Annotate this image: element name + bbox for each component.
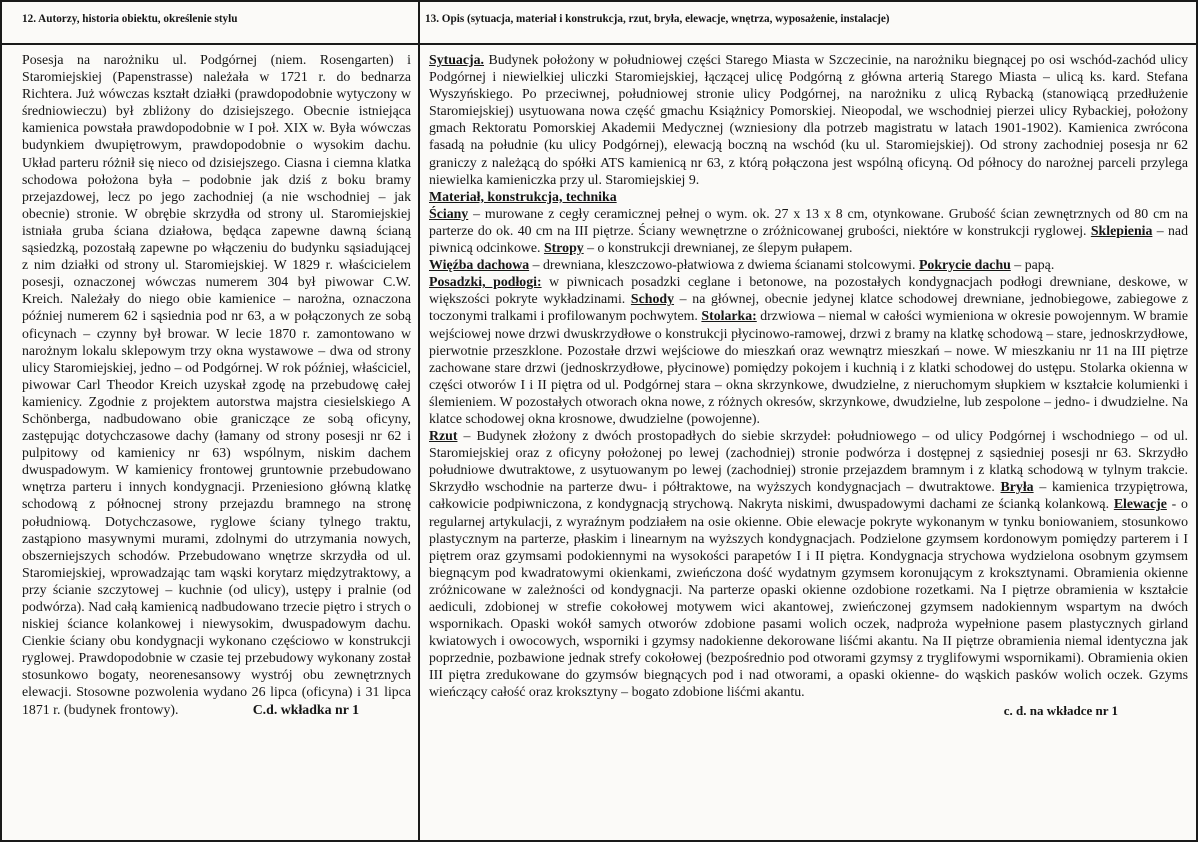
history-column xyxy=(22,51,411,718)
floors-label: Posadzki, podłogi: xyxy=(429,274,542,290)
situation-paragraph xyxy=(429,51,1188,188)
section-12-header: 12. Autorzy, historia obiektu, określenie stylu xyxy=(22,13,238,25)
vaults-label: Sklepienia xyxy=(1090,222,1153,238)
material-section-heading: Materiał, konstrukcja, technika xyxy=(429,188,617,204)
roof-covering-label: Pokrycie dachu xyxy=(918,257,1011,273)
situation-label: Sytuacja. xyxy=(429,52,484,67)
walls-label: Ściany xyxy=(429,205,469,221)
section-13-header: 13. Opis (sytuacja, materiał i konstrukcja, rzut, bryła, elewacje, wnętrza, wyposażenie, instalacje) xyxy=(425,13,890,25)
situation-text: Budynek położony w południowej części Starego Miasta w Szczecinie, na narożniku biegnącej po osi wschód-zachód ulicy Podgórnej i niewielkiej uliczki Staromiejskiej, łączącej ulicę Podgórną z główna arterią Starego Miasta – ulicą ks. kard. Stefana Wyszyńskiego. Po przeciwnej, południowej stronie ulicy Podgórnej, na narożniku z ulicą Rybacką (stanowiącą przedłużenie Staromiejskiej) usytuowana nowa część gmachu Książnicy Pomorskiej. Nieopodal, we wschodniej pierzei ulicy Rybackiej, położony gmach Rektoratu Pomorskiej Akademii Medycznej (wzniesiony dla potrzeb magistratu w latach 1901-1902). Kamienica zwrócona fasadą na południe (ku ulicy Podgórnej), elewacją boczną na wschód (ku ul. Staromiejskiej). Od strony zachodniej posesja nr 62 graniczy z należącą do spółki ATS kamienicą nr 63, z którą połączona jest wspólną oficyną. Od północy do narożnej parceli przylega niewielka kamieniczka przy ul. Staromiejskiej 9. xyxy=(429,52,1188,187)
column-divider xyxy=(418,0,420,840)
stairs-label: Schody xyxy=(630,291,675,307)
stairs-text: – na głównej, obecnie jedynej klatce schodowej drewniane, jednobiegowe, zabiegowe z toczonymi tralkami i profilowanym pochwytem. xyxy=(429,291,1188,324)
floors-paragraph xyxy=(429,273,1188,427)
walls-paragraph xyxy=(429,205,1188,256)
vaults-text: – nad piwnicą odcinkowe. xyxy=(429,222,1188,256)
ceilings-text: – o konstrukcji drewnianej, ze ślepym pułapem. xyxy=(583,240,853,256)
massing-text: – kamienica trzypiętrowa, całkowicie podpiwniczona, z kondygnacją strychową. Nakryta niskimi, dwuspadowymi dachami ze ścianką kolankową. xyxy=(429,479,1188,512)
walls-text: – murowane z cegły ceramicznej pełnej o wym. ok. 27 x 13 x 8 cm, otynkowane. Grubość ścian zewnętrznych od 80 cm na parterze do ok. 40 cm na III piętrze. Ściany wewnętrzne o zróżnicowanej grubości, niektóre w konstrukcji ryglowej. xyxy=(429,205,1188,238)
history-text: Posesja na narożniku ul. Podgórnej (niem. Rosengarten) i Staromiejskiej (Papenstrasse) należała w 1721 r. do bednarza Richtera. Już wówczas kształt działki (prawdopodobnie wytyczony w średniowieczu) był zbliżony do dzisiejszego. Obecnie istniejąca kamienica powstała prawdopodobnie w I poł. XIX w. Była wówczas budynkiem dwupiętrowym, prawdopodobnie o wysokim dachu. Układ parteru różnił się nieco od dzisiejszego. Ciasna i ciemna klatka schodowa położona była – podobnie jak dziś z boku bramy przejazdowej, lecz po jego zachodniej (a nie wschodniej – jak obecnie) stronie. W obrębie skrzydła od strony ul. Staromiejskiej istniała gruba ściana działowa, będąca zapewne dawną ścianą sąsiedzką, pozostałą zapewne po włączeniu do budynku sąsiadującej z nim działki od strony ul. Staromiejskiej. W 1829 r. właścicielem posesji, oznaczonej wówczas numerem 304 był piwowar C.W. Kreich. Należały do niego obie kamienice – narożna, oznaczona później numerem 62 i sąsiednia pod nr 63, a w połączonych ze sobą oficynach – czynny był browar. W lecie 1870 r. zamontowano w narożnym lokalu sklepowym trzy okna wystawowe – dwa od strony ulicy Staromiejskiej, jedno – od Podgórnej. W rok później, właściciel, piwowar Carl Theodor Kreich uzyskał zgodę na przebudowę całej kamienicy. Zgodnie z projektem autorstwa majstra ciesielskiego A Schönberga, nadbudowano obie graniczące ze sobą oficyny, zastępując dotychczasowe dachy (łamany od strony posesji nr 62 i pulpitowy od kamienicy nr 63) wspólnym, niskim dachem dwuspadowym. W kamienicy frontowej gruntownie przebudowano wnętrza parteru i innych kondygnacji. Przeniesiono główną klatkę schodową z północnej strony przejazdu bramnego na stronę południową. Dotychczasowe, ryglowe ściany tylnego traktu, zastąpiono masywnymi murami, zdolnymi do utrzymania nowych, obszerniejszych schodów. Przebudowano wnętrze skrzydła od ul. Staromiejskiej, wprowadzając tam wąski korytarz międzytraktowy, a przy ścianie szczytowej – kuchnie (od ulicy), ustępy i pralnie (od podwórza). Nad całą kamienicą nadbudowano trzecie piętro i strych o niskiej ściance kolankowej i niewysokim, dwuspadowym dachu. Cienkie ściany obu kondygnacji wykonano częściowo w konstrukcji ryglowej. Prawdopodobnie w czasie tej przebudowy wykonany został stosunkowo bogaty, neorenesansowy wystrój obu zewnętrznych elewacji. Stosowne pozwolenia wydano 26 lipca (oficyna) i 31 lipca 1871 r. (budynek frontowy). xyxy=(22,52,411,717)
floors-text: w piwnicach posadzki ceglane i betonowe, na pozostałych kondygnacjach podłogi drewniane, deskowe, w większości pokryte wykładzinami. xyxy=(429,274,1188,307)
plan-label: Rzut xyxy=(429,428,458,444)
plan-paragraph xyxy=(429,427,1188,701)
roof-truss-text: – drewniana, kleszczowo-płatwiowa z dwiema ścianami stolcowymi. xyxy=(529,257,919,273)
facades-text: - o regularnej artykulacji, z wyraźnym podziałem na osie okienne. Obie elewacje pokryte wykonanym w tynku boniowaniem, stosunkowo plastycznym na parterze, płaskim i linearnym na wyższych kondygnacjach. Podzielone gzymsem kordonowym pomiędzy parterem i I piętrem oraz gzymsami podokiennymi na wysokości parapetów I i II piętra. Kondygnacja strychowa wydzielona osobnym gzymsem biegnącym pod kwadratowymi okienkami, zwieńczona dość wydatnym gzymsem koronującym z kroksztynami. Obramienia okienne zróżnicowane w zależności od kondygnacji. Na parterze opaski okienne ozdobione rozetkami. Na I piętrze obramienia w kształcie aediculi, zdobionej w strefie cokołowej motywem wici akantowej, zwieńczonej gzymsem nadokiennym wspartym na dwóch wspornikach. Opaski wokół samych otworów zdobione pasami wolich oczek, nadproża wypełnione pasem plastycznych girland kwiatowych i owocowych, wsporniki i gzymsy nadokienne dekorowane liśćmi akantu. Na II piętrze obramienia niemal identyczna jak poprzednie, pozbawione jednak strefy cokołowej (bezpośrednio pod otworami gzymsy z tryglifowymi wspornikami). Obramienia okien III piętra zredukowane do gzymsów biegnących pod i nad otworami, a opaski okienne- do wąskich pasków wolich oczek. Gzyms wieńczący całość oraz kroksztyny – bogato zdobione liśćmi akantu. xyxy=(429,496,1188,700)
header-divider xyxy=(0,43,1198,45)
roof-covering-text: – papą. xyxy=(1010,257,1055,273)
description-continuation-note: c. d. na wkładce nr 1 xyxy=(1003,702,1118,718)
roof-paragraph xyxy=(429,256,1188,273)
joinery-text: drzwiowa – niemal w całości wymieniona w okresie powojennym. W bramie wejściowej nowe drzwi dwuskrzydłowe o konstrukcji płycinowo-ramowej, drzwi z bramy na klatkę schodową – stare, jednoskrzydłowe, pierwotnie przeszklone. Pozostałe drzwi wejściowe do mieszkań oraz wewnątrz mieszkań – nowe. W mieszkaniu nr 11 na III piętrze zachowane stare drzwi (jednoskrzydłowe, płycinowe) pomiędzy pokojem i kuchnią i z klatki schodowej do ustępu. Stolarka okienna w części otworów I i II piętra od ul. Podgórnej stara – okna skrzynkowe, dwudzielne, z nieruchomym słupkiem w kształcie kolumienki i ślemieniem. W pozostałych otworach okna nowe, z różnych okresów, skrzynkowe, dwudzielne, lub zespolone – jedno- i dwudzielne. Na klatce schodowej okna krosnowe, dwudzielne (powojenne). xyxy=(429,308,1189,426)
continuation-label: C.d. wkładka nr 1 xyxy=(252,701,359,717)
joinery-label: Stolarka: xyxy=(701,308,757,324)
plan-text: – Budynek złożony z dwóch prostopadłych do siebie skrzydeł: południowego – od ulicy Podgórnej i wschodniego – od ul. Staromiejskiej oraz z oficyny położonej po lewej (zachodniej) stronie podwórza i dostępnej z sąsiedniej posesji nr 63. Skrzydło południowe dwutraktowe, z usytuowanym po lewej (zachodniej) stronie przejazdem bramnym i z klatką schodową w tylnym trakcie. Skrzydło wschodnie na parterze dwu- i półtraktowe, na wyższych kondygnacjach – dwutraktowe. xyxy=(429,428,1188,495)
description-column xyxy=(429,51,1188,719)
facades-label: Elewacje xyxy=(1113,496,1167,512)
roof-truss-label: Więźba dachowa xyxy=(429,257,530,273)
massing-label: Bryła xyxy=(1000,479,1034,495)
ceilings-label: Stropy xyxy=(543,240,584,256)
